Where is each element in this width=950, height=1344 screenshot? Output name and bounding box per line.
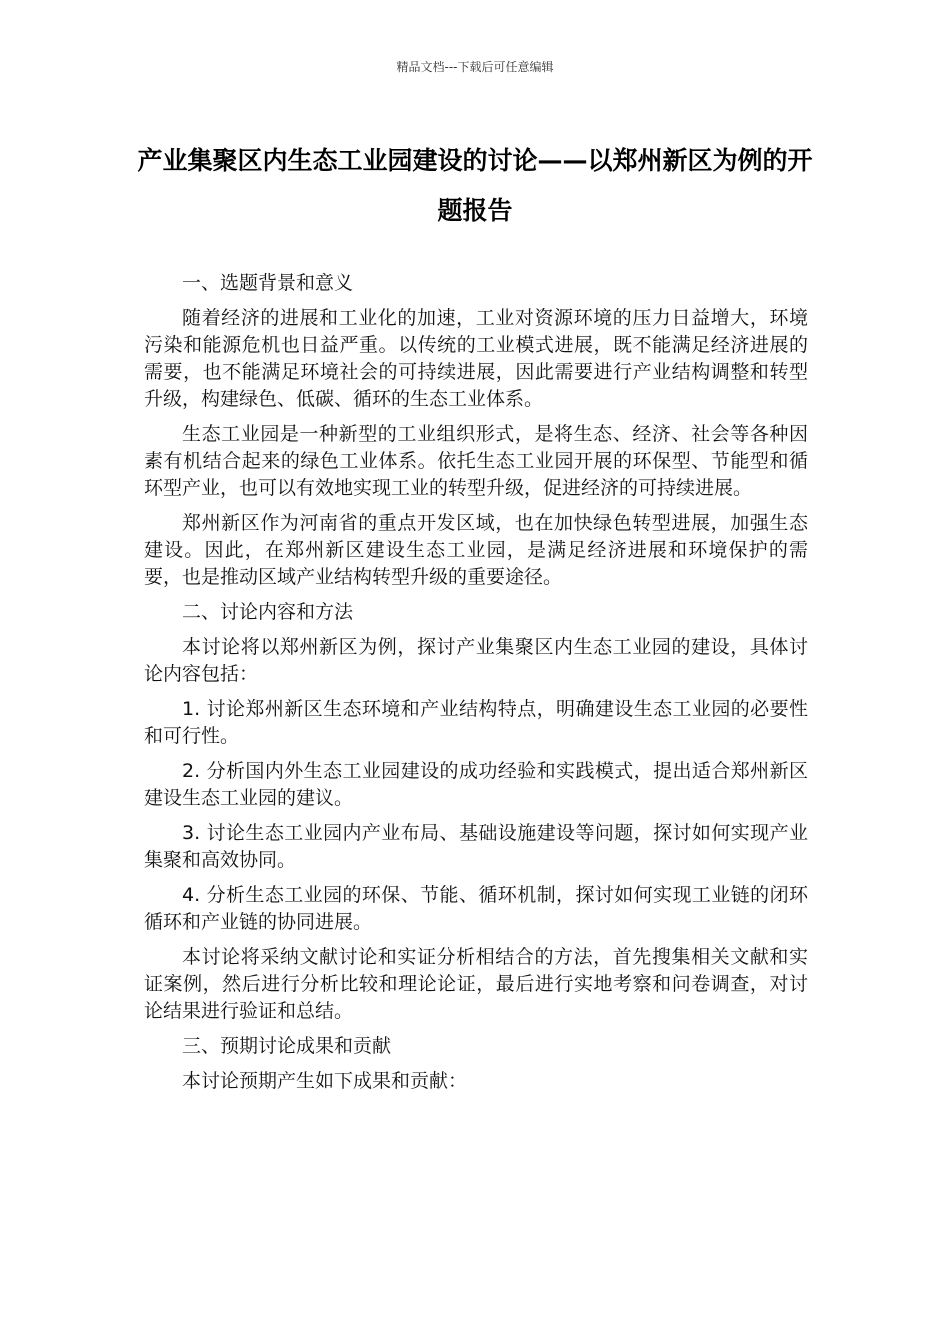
list-item: 4. 分析生态工业园的环保、节能、循环机制，探讨如何实现工业链的闭环循环和产业链的协同进展。 <box>144 884 808 933</box>
section-heading-background: 一、选题背景和意义 <box>182 272 354 294</box>
document-title: 产业集聚区内生态工业园建设的讨论——以郑州新区为例的开题报告 <box>137 146 813 225</box>
paragraph: 随着经济的进展和工业化的加速，工业对资源环境的压力日益增大，环境污染和能源危机也日益严重。以传统的工业模式进展，既不能满足经济进展的需要，也不能满足环境社会的可持续进展，因此需要进行产业结构调整和转型升级，构建绿色、低碳、循环的生态工业体系。 <box>144 307 808 410</box>
section-heading-expected-results: 三、预期讨论成果和贡献 <box>182 1035 392 1057</box>
paragraph: 郑州新区作为河南省的重点开发区域，也在加快绿色转型进展，加强生态建设。因此，在郑州新区建设生态工业园，是满足经济进展和环境保护的需要，也是推动区域产业结构转型升级的重要途径。 <box>144 512 808 588</box>
list-item: 3. 讨论生态工业园内产业布局、基础设施建设等问题，探讨如何实现产业集聚和高效协同。 <box>144 822 808 871</box>
paragraph: 生态工业园是一种新型的工业组织形式，是将生态、经济、社会等各种因素有机结合起来的绿色工业体系。依托生态工业园开展的环保型、节能型和循环型产业，也可以有效地实现工业的转型升级，促进经济的可持续进展。 <box>144 423 808 499</box>
section-heading-content-methods: 二、讨论内容和方法 <box>182 601 354 623</box>
list-item: 2. 分析国内外生态工业园建设的成功经验和实践模式，提出适合郑州新区建设生态工业园的建议。 <box>144 760 808 809</box>
paragraph: 本讨论将以郑州新区为例，探讨产业集聚区内生态工业园的建设，具体讨论内容包括： <box>144 636 808 685</box>
document-body <box>144 270 808 1103</box>
paragraph: 本讨论将采纳文献讨论和实证分析相结合的方法，首先搜集相关文献和实证案例，然后进行分析比较和理论论证，最后进行实地考察和问卷调查，对讨论结果进行验证和总结。 <box>144 946 808 1022</box>
header-note: 精品文档---下载后可任意编辑 <box>396 60 554 74</box>
paragraph: 本讨论预期产生如下成果和贡献： <box>182 1070 468 1092</box>
list-item: 1. 讨论郑州新区生态环境和产业结构特点，明确建设生态工业园的必要性和可行性。 <box>144 698 808 747</box>
